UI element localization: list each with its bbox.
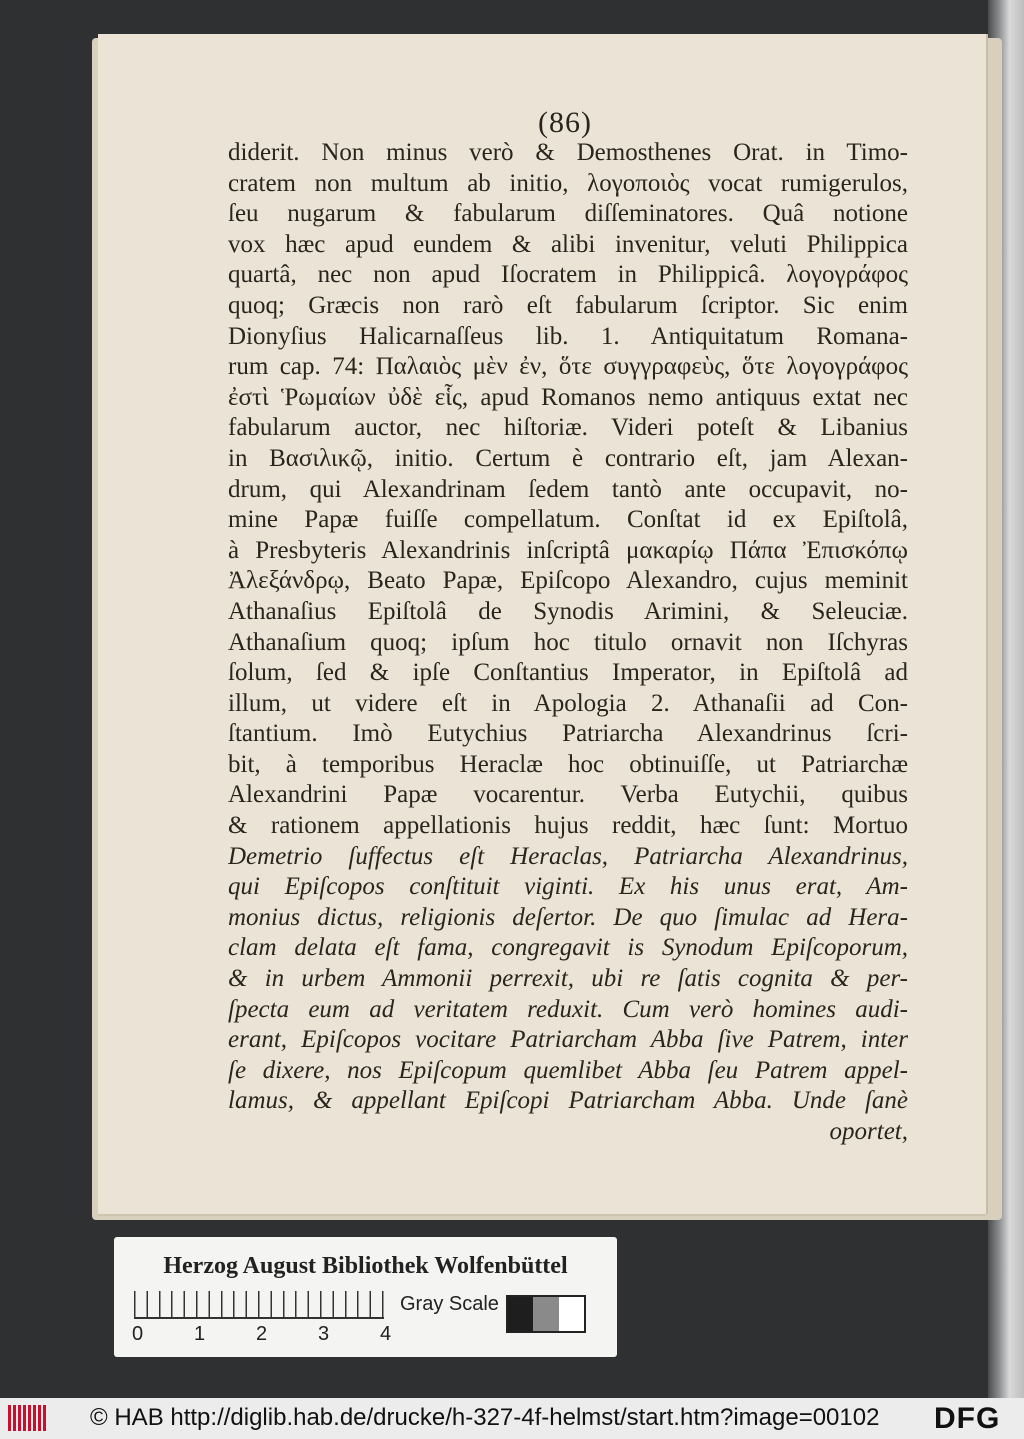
text-line: bit, à temporibus Heraclæ hoc obtinuiſſe, ut Patriarchæ: [228, 750, 908, 778]
text-line: & rationem appellationis hujus reddit, hæc ſunt: Mortuo: [228, 812, 908, 840]
ruler-label: 0: [132, 1323, 144, 1345]
text-line: fabularum auctor, nec hiſtoriæ. Videri poteſt & Libanius: [228, 414, 908, 442]
ruler-label: 3: [318, 1323, 330, 1345]
text-line: erant, Epiſcopos vocitare Patriarcham Abba ſive Patrem, inter: [228, 1026, 908, 1054]
text-line: ἐστὶ Ῥωμαίων ὐδὲ εἷς, apud Romanos nemo antiquus extat nec: [228, 383, 908, 411]
text-line: clam delata eſt fama, congregavit is Synodum Epiſcoporum,: [228, 934, 908, 962]
text-line: drum, qui Alexandrinam ſedem tantò ante occupavit, no-: [228, 475, 908, 503]
gray-scale-label: Gray Scale: [400, 1293, 499, 1315]
text-line: mine Papæ fuiſſe compellatum. Conſtat id ex Epiſtolâ,: [228, 506, 908, 534]
hab-logo-icon: [8, 1405, 46, 1431]
text-line: ſtantium. Imò Eutychius Patriarcha Alexandrinus ſcri-: [228, 720, 908, 748]
catchword: oportet,: [829, 1118, 908, 1145]
copyright-link[interactable]: © HAB http://diglib.hab.de/drucke/h-327-4f-helmst/start.htm?image=00102: [90, 1404, 880, 1431]
text-line: quoq; Græcis non rarò eſt fabularum ſcriptor. Sic enim: [228, 291, 908, 319]
page-number: (86): [538, 106, 592, 139]
text-line: lamus, & appellant Epiſcopi Patriarcham Abba. Unde ſanè: [228, 1087, 908, 1115]
gray-swatch-dark: [508, 1297, 533, 1331]
text-line: monius dictus, religionis deſertor. De quo ſimulac ad Hera-: [228, 903, 908, 931]
gray-scale-swatches: [506, 1295, 586, 1333]
text-line: ſolum, ſed & ipſe Conſtantius Imperator, in Epiſtolâ ad: [228, 659, 908, 687]
color-calibration-card: [114, 1237, 617, 1357]
text-line: Alexandrini Papæ vocarentur. Verba Eutychii, quibus: [228, 781, 908, 809]
ruler-label: 1: [194, 1323, 206, 1345]
ruler-label: 2: [256, 1323, 268, 1345]
gray-swatch-mid: [533, 1297, 558, 1331]
text-line: Athanaſium quoq; ipſum hoc titulo ornavit non Iſchyras: [228, 628, 908, 656]
text-line: qui Epiſcopos conſtituit viginti. Ex his unus erat, Am-: [228, 873, 908, 901]
text-line: Dionyſius Halicarnaſſeus lib. 1. Antiquitatum Romana-: [228, 322, 908, 350]
library-name: Herzog August Bibliothek Wolfenbüttel: [163, 1253, 568, 1279]
scale-ruler: [134, 1291, 384, 1319]
text-line: illum, ut videre eſt in Apologia 2. Athanaſii ad Con-: [228, 689, 908, 717]
gray-swatch-light: [559, 1297, 584, 1331]
text-line: & in urbem Ammonii perrexit, ubi re ſatis cognita & per-: [228, 965, 908, 993]
dfg-logo: DFG: [934, 1402, 1001, 1435]
text-line: Ἀλεξάνδρῳ, Beato Papæ, Epiſcopo Alexandro, cujus meminit: [228, 567, 908, 595]
text-line: vox hæc apud eundem & alibi invenitur, veluti Philippica: [228, 230, 908, 258]
text-line: à Presbyteris Alexandrinis inſcriptâ μακαρίῳ Πάπα Ἐπισκόπῳ: [228, 536, 908, 564]
text-line: cratem non multum ab initio, λογοποιὸς vocat rumigerulos,: [228, 169, 908, 197]
ruler-label: 4: [380, 1323, 392, 1345]
text-line: quartâ, nec non apud Iſocratem in Philippicâ. λογογράφος: [228, 261, 908, 289]
page-text: [228, 138, 908, 1148]
viewer-footer: [0, 1398, 1024, 1439]
text-line: ſe dixere, nos Epiſcopum quemlibet Abba ſeu Patrem appel-: [228, 1056, 908, 1084]
text-line: diderit. Non minus verò & Demosthenes Orat. in Timo-: [228, 139, 908, 166]
text-line: Athanaſius Epiſtolâ de Synodis Arimini, & Seleuciæ.: [228, 597, 908, 625]
text-line: ſeu nugarum & fabularum diſſeminatores. Quâ notione: [228, 200, 908, 228]
text-line: rum cap. 74: Παλαιὸς μὲν ἐν, ὅτε συγγραφεὺς, ὅτε λογογράφος: [228, 353, 908, 381]
text-line: in Βασιλικῷ, initio. Certum è contrario eſt, jam Alexan-: [228, 444, 908, 472]
text-line: ſpecta eum ad veritatem reduxit. Cum verò homines audi-: [228, 995, 908, 1023]
text-line: Demetrio ſuffectus eſt Heraclas, Patriarcha Alexandrinus,: [228, 842, 908, 870]
